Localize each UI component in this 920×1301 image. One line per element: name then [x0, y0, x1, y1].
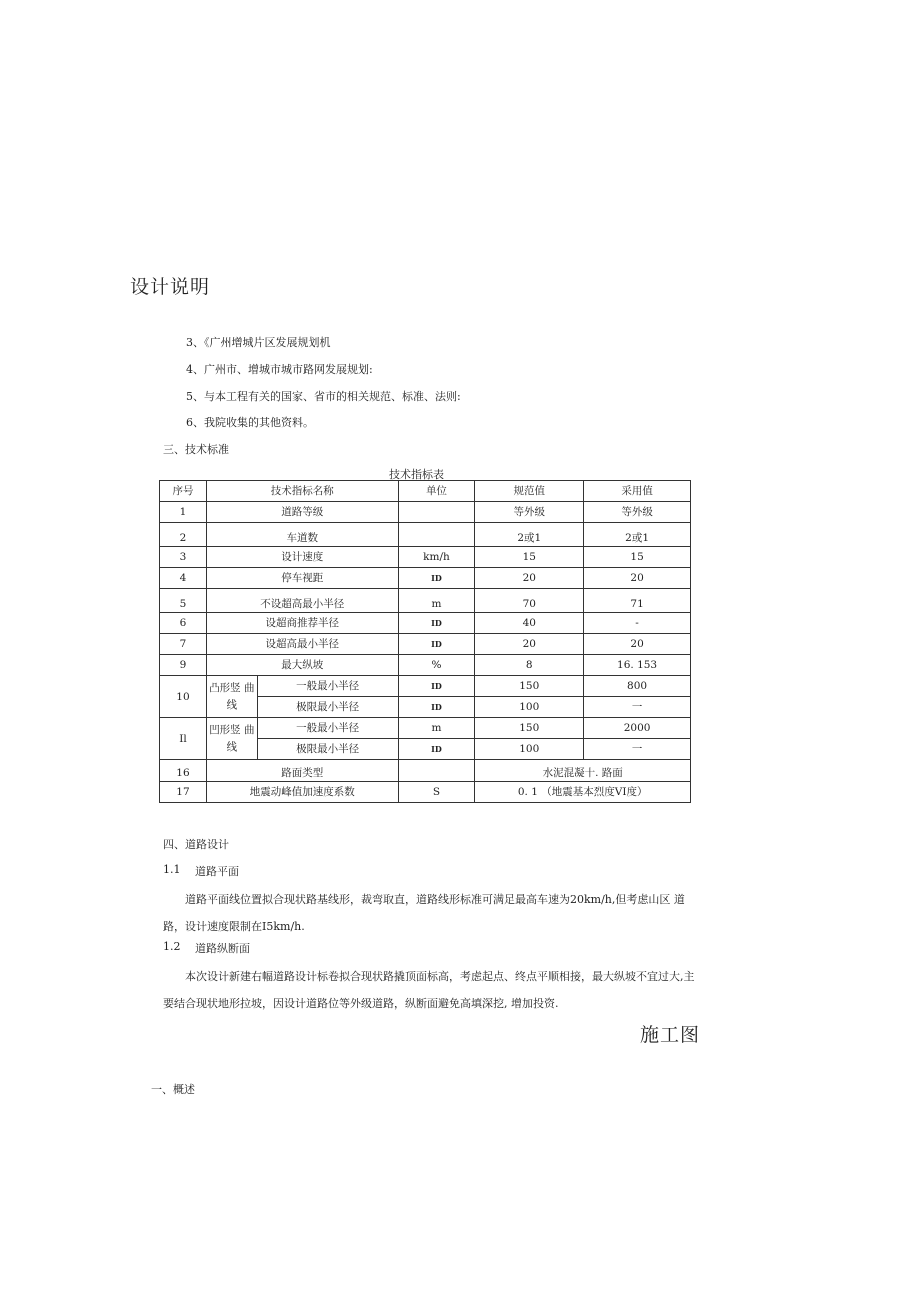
reference-item: 5、与本工程有关的国家、省市的相关规范、标准、法则: [186, 390, 461, 403]
cell-spec: 等外级 [475, 502, 584, 523]
cell-no: Il [160, 718, 207, 760]
cell-spec: 100 [475, 697, 584, 718]
cell-unit [398, 502, 475, 523]
cell-spec: 100 [475, 739, 584, 760]
cell-unit: ID [398, 697, 475, 718]
cell-value: 水泥混凝十. 路面 [475, 760, 691, 782]
reference-item: 6、我院收集的其他资料。 [186, 416, 314, 429]
table-row [160, 568, 691, 589]
cell-no: 2 [160, 523, 207, 547]
cell-used: 20 [584, 634, 691, 655]
page-title: 设计说明 [130, 276, 211, 298]
table-row [160, 760, 691, 782]
header-cell: 采用值 [584, 481, 691, 502]
table-row [160, 782, 691, 803]
cell-name: 设计速度 [206, 547, 398, 568]
cell-unit [398, 523, 475, 547]
cell-group: 凸形竖 曲 线 [206, 676, 257, 718]
cell-spec: 8 [475, 655, 584, 676]
cell-name: 设超商推荐半径 [206, 613, 398, 634]
cell-no: 7 [160, 634, 207, 655]
reference-item: 3、《广州增城片区发展规划机 [186, 336, 331, 349]
cell-no: 10 [160, 676, 207, 718]
cell-group: 凹形竖 曲 线 [206, 718, 257, 760]
table-row [160, 655, 691, 676]
cell-used: 15 [584, 547, 691, 568]
cell-unit: km/h [398, 547, 475, 568]
cell-used: 一 [584, 697, 691, 718]
cell-used: 一 [584, 739, 691, 760]
cell-name: 道路等级 [206, 502, 398, 523]
tech-spec-table [159, 480, 691, 803]
header-cell: 单位 [398, 481, 475, 502]
section-heading-4: 四、道路设计 [163, 838, 229, 851]
table-row [160, 502, 691, 523]
cell-spec: 150 [475, 676, 584, 697]
cell-no: 16 [160, 760, 207, 782]
cell-spec: 150 [475, 718, 584, 739]
table-header-row [160, 481, 691, 502]
cell-unit: ID [398, 613, 475, 634]
cell-no: 1 [160, 502, 207, 523]
cell-unit: S [398, 782, 475, 803]
cell-used: 800 [584, 676, 691, 697]
cell-no: 6 [160, 613, 207, 634]
table-row [160, 634, 691, 655]
cell-used: 2或1 [584, 523, 691, 547]
cell-name: 不设超高最小半径 [206, 589, 398, 613]
subsection-title: 道路纵断面 [195, 942, 250, 955]
cell-name: 停车视距 [206, 568, 398, 589]
cell-unit: ID [398, 739, 475, 760]
table-caption: 技术指标表 [389, 468, 444, 481]
cell-spec: 70 [475, 589, 584, 613]
cell-name: 一般最小半径 [257, 676, 398, 697]
cell-spec: 2或1 [475, 523, 584, 547]
cell-name: 路面类型 [206, 760, 398, 782]
header-cell: 技术指标名称 [206, 481, 398, 502]
cell-used: 71 [584, 589, 691, 613]
cell-no: 5 [160, 589, 207, 613]
cell-name: 一般最小半径 [257, 718, 398, 739]
cell-name: 车道数 [206, 523, 398, 547]
cell-unit: ID [398, 634, 475, 655]
cell-name: 极限最小半径 [257, 697, 398, 718]
cell-value: 0. 1 （地震基本烈度VI度） [475, 782, 691, 803]
cell-no: 17 [160, 782, 207, 803]
cell-used: 16. 153 [584, 655, 691, 676]
table-row [160, 589, 691, 613]
cell-unit [398, 760, 475, 782]
header-cell: 规范值 [475, 481, 584, 502]
cell-unit: ID [398, 676, 475, 697]
section-heading-1: 一、概述 [151, 1083, 195, 1096]
cell-name: 设超高最小半径 [206, 634, 398, 655]
subsection-title: 道路平面 [195, 865, 239, 878]
drawing-heading: 施工图 [640, 1024, 701, 1046]
table-row [160, 718, 691, 739]
cell-used: - [584, 613, 691, 634]
table-row [160, 613, 691, 634]
cell-name: 最大纵坡 [206, 655, 398, 676]
cell-name: 极限最小半径 [257, 739, 398, 760]
cell-used: 20 [584, 568, 691, 589]
table-row [160, 676, 691, 697]
cell-spec: 40 [475, 613, 584, 634]
cell-spec: 20 [475, 634, 584, 655]
cell-spec: 20 [475, 568, 584, 589]
cell-name: 地震动峰值加速度系数 [206, 782, 398, 803]
table-row [160, 547, 691, 568]
cell-no: 9 [160, 655, 207, 676]
cell-unit: % [398, 655, 475, 676]
cell-used: 等外级 [584, 502, 691, 523]
cell-spec: 15 [475, 547, 584, 568]
cell-no: 3 [160, 547, 207, 568]
subsection-number: 1.1 [163, 863, 181, 876]
table-row [160, 523, 691, 547]
section-heading-3: 三、技术标准 [163, 443, 229, 456]
header-cell: 序号 [160, 481, 207, 502]
cell-used: 2000 [584, 718, 691, 739]
subsection-number: 1.2 [163, 940, 181, 953]
paragraph: 本次设计新建右幅道路设计标卷拟合现状路撬顶面标高，考虑起点、终点平顺相接，最大纵坡不宜过大,主要结合现状地形拉坡，因设计道路位等外级道路，纵断面避免高填深挖, 增加投资. [163, 970, 695, 1010]
cell-no: 4 [160, 568, 207, 589]
paragraph: 道路平面线位置拟合现状路基线形，裁弯取直，道路线形标准可满足最高车速为20km/h,但考虑山区 道路，设计速度限制在I5km/h. [163, 893, 685, 933]
cell-unit: ID [398, 568, 475, 589]
cell-unit: m [398, 718, 475, 739]
reference-item: 4、广州市、增城市城市路网发展规划: [186, 363, 373, 376]
cell-unit: m [398, 589, 475, 613]
